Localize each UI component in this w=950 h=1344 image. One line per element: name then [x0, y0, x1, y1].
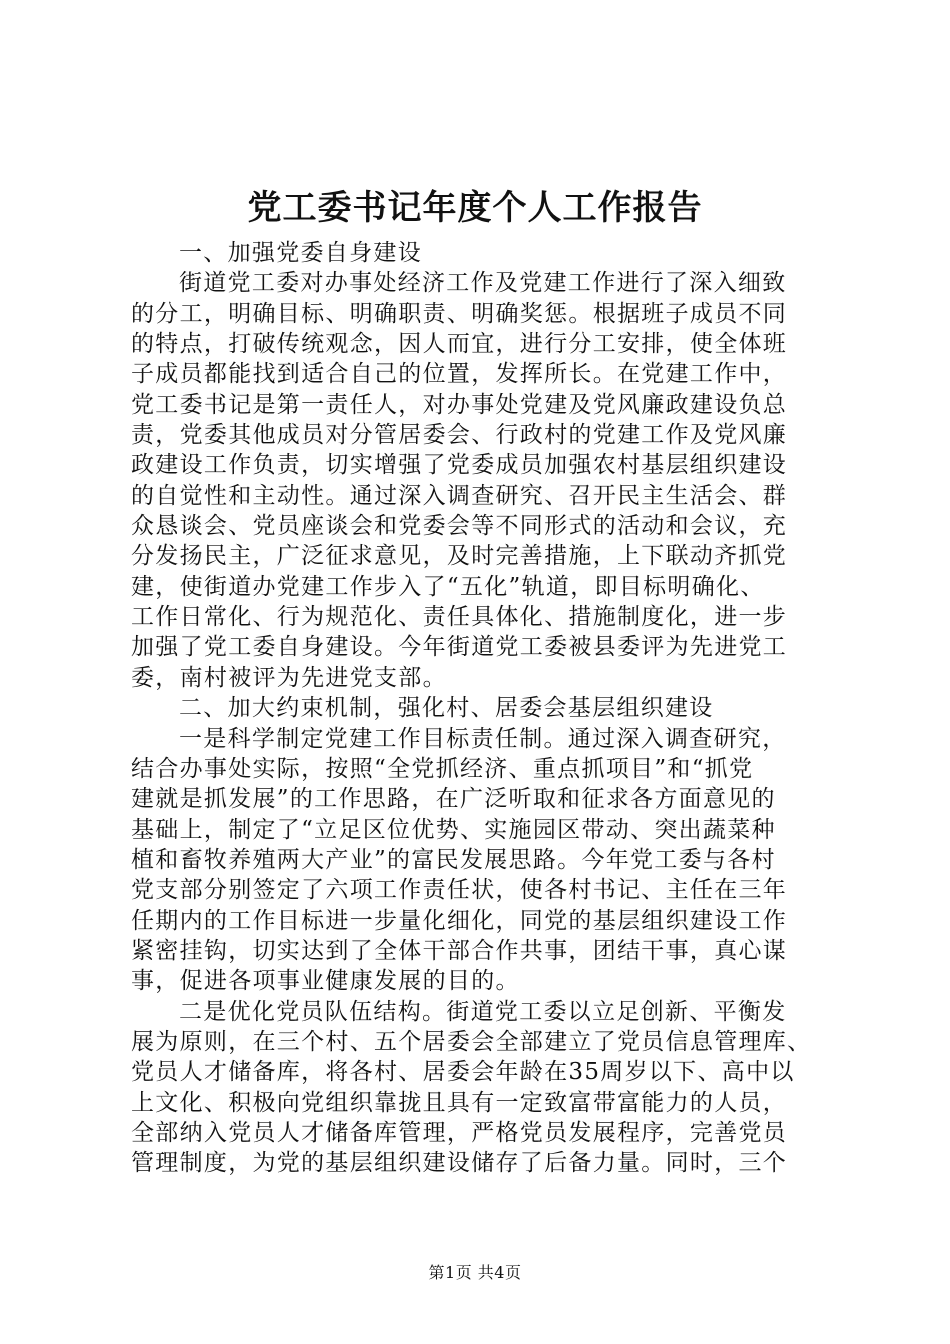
paragraph-line: 众恳谈会、党员座谈会和党委会等不同形式的活动和会议，充: [131, 513, 788, 540]
paragraph-line: 展为原则，在三个村、五个居委会全部建立了党员信息管理库、: [131, 1028, 812, 1055]
paragraph-line: 街道党工委对办事处经济工作及党建工作进行了深入细致: [179, 270, 787, 297]
section-heading: 二、加大约束机制，强化村、居委会基层组织建设: [179, 695, 714, 722]
paragraph-line: 上文化、积极向党组织靠拢且具有一定致富带富能力的人员，: [131, 1089, 788, 1116]
paragraph-line: 子成员都能找到适合自己的位置，发挥所长。在党建工作中，: [131, 361, 788, 388]
paragraph-line: 任期内的工作目标进一步量化细化，同党的基层组织建设工作: [131, 907, 788, 934]
paragraph-line: 基础上，制定了“立足区位优势、实施园区带动、突出蔬菜种: [131, 816, 776, 843]
paragraph-line: 一是科学制定党建工作目标责任制。通过深入调查研究，: [179, 725, 787, 752]
paragraph-line: 加强了党工委自身建设。今年街道党工委被县委评为先进党工: [131, 634, 788, 661]
document-title: 党工委书记年度个人工作报告: [247, 188, 703, 228]
paragraph-line: 全部纳入党员人才储备库管理，严格党员发展程序，完善党员: [131, 1119, 788, 1146]
paragraph-line: 事，促进各项事业健康发展的目的。: [131, 968, 520, 995]
paragraph-line: 的特点，打破传统观念，因人而宜，进行分工安排，使全体班: [131, 331, 788, 358]
paragraph-line: 党员人才储备库，将各村、居委会年龄在35周岁以下、高中以: [131, 1059, 795, 1086]
page-number: 第1页 共4页: [428, 1263, 522, 1282]
paragraph-line: 建，使街道办党建工作步入了“五化”轨道，即目标明确化、: [131, 573, 765, 600]
paragraph-line: 党支部分别签定了六项工作责任状，使各村书记、主任在三年: [131, 877, 788, 904]
paragraph-line: 紧密挂钩，切实达到了全体干部合作共事，团结干事，真心谋: [131, 937, 788, 964]
paragraph-line: 委，南村被评为先进党支部。: [131, 664, 447, 691]
paragraph-line: 政建设工作负责，切实增强了党委成员加强农村基层组织建设: [131, 452, 788, 479]
paragraph-line: 党工委书记是第一责任人，对办事处党建及党风廉政建设负总: [131, 391, 788, 418]
paragraph-line: 管理制度，为党的基层组织建设储存了后备力量。同时，三个: [131, 1150, 788, 1177]
paragraph-line: 植和畜牧养殖两大产业”的富民发展思路。今年党工委与各村: [131, 846, 776, 873]
paragraph-line: 二是优化党员队伍结构。街道党工委以立足创新、平衡发: [179, 998, 787, 1025]
document-body: [131, 238, 836, 1179]
paragraph-line: 建就是抓发展”的工作思路，在广泛听取和征求各方面意见的: [131, 786, 776, 813]
paragraph-line: 的自觉性和主动性。通过深入调查研究、召开民主生活会、群: [131, 482, 788, 509]
paragraph-line: 的分工，明确目标、明确职责、明确奖惩。根据班子成员不同: [131, 300, 788, 327]
paragraph-line: 工作日常化、行为规范化、责任具体化、措施制度化，进一步: [131, 604, 788, 631]
section-heading: 一、加强党委自身建设: [179, 240, 422, 266]
paragraph-line: 结合办事处实际，按照“全党抓经济、重点抓项目”和“抓党: [131, 755, 754, 782]
paragraph-line: 责，党委其他成员对分管居委会、行政村的党建工作及党风廉: [131, 422, 788, 449]
paragraph-line: 分发扬民主，广泛征求意见，及时完善措施，上下联动齐抓党: [131, 543, 788, 570]
